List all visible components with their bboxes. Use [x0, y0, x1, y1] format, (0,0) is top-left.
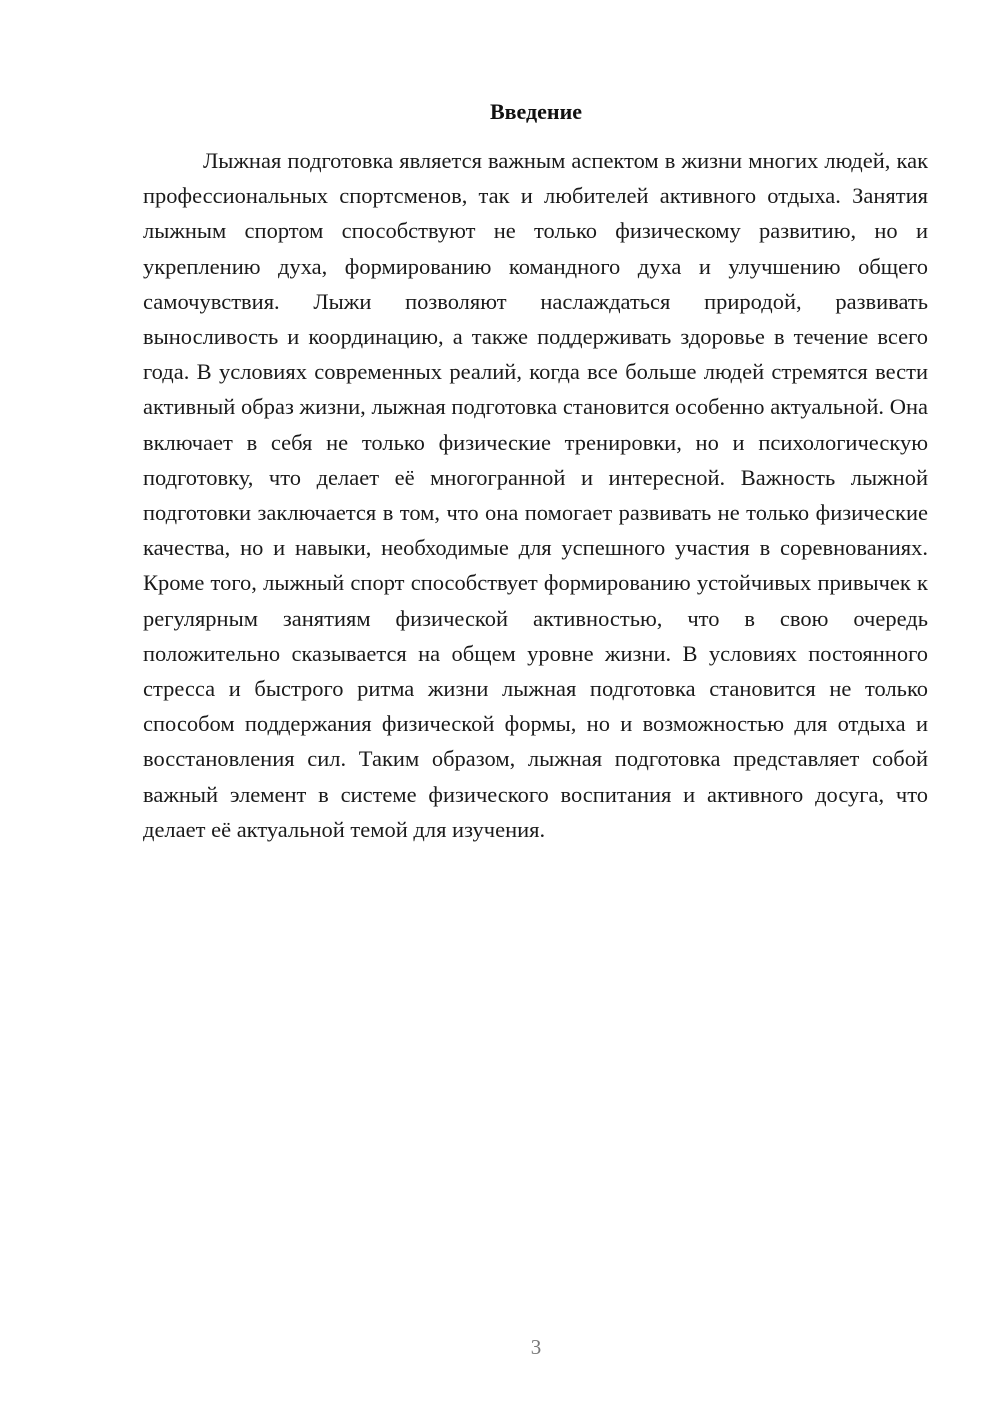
paragraph: Лыжная подготовка является важным аспектом в жизни многих людей, как профессиональных спортсменов, так и любителей активного отдыха. Занятия лыжным спортом способствуют не только физическому развитию, но и укреплению духа, формированию командного духа и улучшению общего самочувствия. Лыжи позволяют наслаждаться природой, развивать выносливость и координацию, а также поддерживать здоровье в течение всего года. В условиях современных реалий, когда все больше людей стремятся вести активный образ жизни, лыжная подготовка становится особенно актуальной. Она включает в себя не только физические тренировки, но и психологическую подготовку, что делает её многогранной и интересной. Важность лыжной подготовки заключается в том, что она помогает развивать не только физические качества, но и навыки, необходимые для успешного участия в соревнованиях. Кроме того, лыжный спорт способствует формированию устойчивых привычек к регулярным занятиям физической активностью, что в свою очередь положительно сказывается на общем уровне жизни. В условиях постоянного стресса и быстрого ритма жизни лыжная подготовка становится не только способом поддержания физической формы, но и возможностью для отдыха и восстановления сил. Таким образом, лыжная подготовка представляет собой важный элемент в системе физического воспитания и активного досуга, что делает её актуальной темой для изучения. — [143, 148, 928, 842]
section-heading: Введение — [489, 99, 583, 124]
body-text — [143, 143, 928, 847]
page-number: 3 — [530, 1335, 542, 1359]
